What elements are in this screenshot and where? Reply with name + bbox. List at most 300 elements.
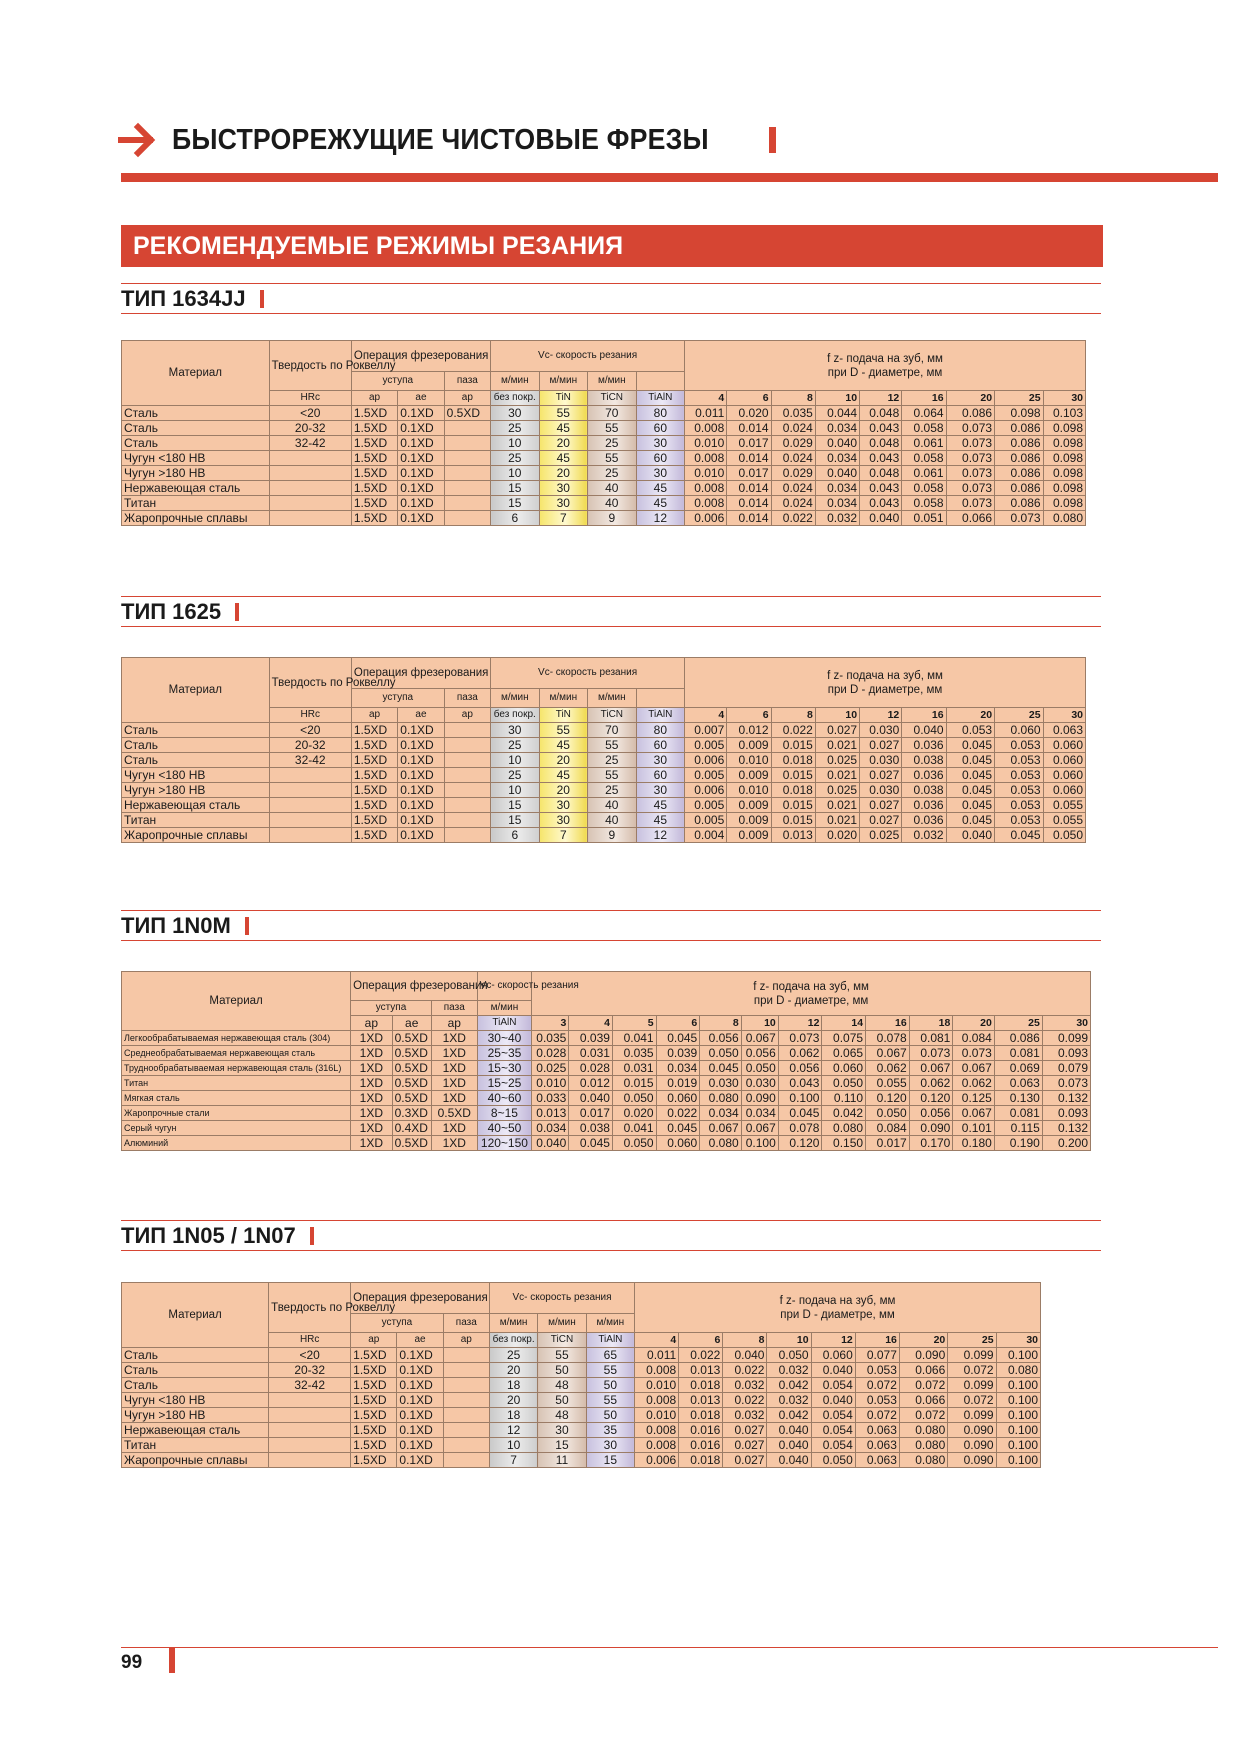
hrc-header: HRc [269, 1333, 351, 1348]
unit-header [636, 372, 685, 391]
feed-cell: 0.053 [946, 723, 995, 738]
diameter-header: 4 [569, 1016, 613, 1031]
feed-cell: 0.053 [995, 768, 1044, 783]
feed-cell: 0.062 [909, 1076, 953, 1091]
speed-cell: 50 [586, 1378, 634, 1393]
ap-cell: 1.5XD [351, 1453, 397, 1468]
ap-cell: 1.5XD [351, 723, 397, 738]
speed-cell: 20 [489, 1393, 537, 1408]
diameter-header: 10 [767, 1333, 811, 1348]
feed-cell: 0.008 [635, 1363, 679, 1378]
feed-cell: 0.008 [685, 421, 727, 436]
table-row [122, 1076, 1091, 1091]
ap-cell: 1XD [351, 1121, 392, 1136]
ap-cell: 1.5XD [351, 406, 397, 421]
material-cell: Жаропрочные сплавы [122, 511, 270, 526]
feed-cell: 0.036 [902, 798, 946, 813]
feed-cell: 0.073 [953, 1046, 994, 1061]
feed-cell: 0.012 [727, 723, 771, 738]
slot-cell [444, 828, 490, 843]
feed-cell: 0.021 [815, 738, 859, 753]
ap-cell: 1.5XD [351, 511, 397, 526]
feed-cell: 0.018 [771, 783, 815, 798]
speed-cell: 6 [491, 511, 540, 526]
shoulder-header: уступа [351, 1001, 432, 1016]
speed-cell: 25 [588, 783, 637, 798]
feed-cell: 0.063 [855, 1438, 899, 1453]
feed-cell: 0.150 [822, 1136, 866, 1151]
feed-cell: 0.098 [1043, 436, 1085, 451]
table-row [122, 436, 1086, 451]
ae-header: ae [392, 1016, 431, 1031]
diameter-header: 20 [953, 1016, 994, 1031]
coating-tin-header: TiN [539, 391, 588, 406]
section-heading-1625 [121, 596, 1101, 627]
unit-header: м/мин [477, 1001, 532, 1016]
feed-cell: 0.013 [532, 1106, 569, 1121]
feed-cell: 0.086 [995, 481, 1044, 496]
diameter-header: 8 [771, 708, 815, 723]
coating-tialn-header: TiAlN [636, 391, 685, 406]
feed-cell: 0.034 [700, 1106, 741, 1121]
hardness-cell [269, 481, 351, 496]
hrc-header: HRc [269, 391, 351, 406]
ap-cell: 1.5XD [351, 451, 397, 466]
diameter-header: 30 [996, 1333, 1040, 1348]
table-row [122, 768, 1086, 783]
header-row [122, 1283, 1041, 1314]
feed-cell: 0.042 [767, 1378, 811, 1393]
table-row [122, 1136, 1091, 1151]
ae-cell: 0.1XD [398, 738, 444, 753]
feed-cell: 0.020 [727, 406, 771, 421]
feed-cell: 0.008 [635, 1438, 679, 1453]
speed-cell: 9 [588, 511, 637, 526]
feed-cell: 0.050 [700, 1046, 741, 1061]
diameter-header: 6 [656, 1016, 700, 1031]
feed-header-line1: f z- подача на зуб, мм [827, 669, 943, 682]
feed-cell: 0.065 [822, 1046, 866, 1061]
table-row [122, 1121, 1091, 1136]
feed-cell: 0.027 [815, 723, 859, 738]
slot-cell [444, 481, 490, 496]
ae-cell: 0.1XD [397, 1363, 443, 1378]
speed-cell: 10 [491, 436, 540, 451]
ap-cell: 1.5XD [351, 1348, 397, 1363]
feed-cell: 0.132 [1042, 1091, 1090, 1106]
material-cell: Нержавеющая сталь [122, 1423, 269, 1438]
feed-cell: 0.048 [860, 406, 902, 421]
feed-cell: 0.073 [778, 1031, 822, 1046]
feed-cell: 0.093 [1042, 1046, 1090, 1061]
coating-tialn-header: TiAlN [477, 1016, 532, 1031]
feed-cell: 0.067 [909, 1061, 953, 1076]
feed-cell: 0.066 [899, 1393, 947, 1408]
ap-cell: 1XD [351, 1031, 392, 1046]
feed-cell: 0.027 [723, 1453, 767, 1468]
table-row [122, 783, 1086, 798]
slot-cell [444, 723, 490, 738]
feed-cell: 0.021 [815, 813, 859, 828]
ap-cell: 1.5XD [351, 1393, 397, 1408]
speed-cell: 25 [588, 436, 637, 451]
material-cell: Мягкая сталь [122, 1091, 351, 1106]
slot-cell: 1XD [431, 1031, 477, 1046]
unit-header: м/мин [539, 689, 588, 708]
feed-cell: 0.038 [902, 753, 946, 768]
feed-cell: 0.132 [1042, 1121, 1090, 1136]
speed-cell: 45 [539, 768, 588, 783]
feed-cell: 0.054 [811, 1438, 855, 1453]
feed-cell: 0.056 [909, 1106, 953, 1121]
diameter-header: 30 [1043, 391, 1085, 406]
material-cell: Легкообрабатываемая нержавеющая сталь (304) [122, 1031, 351, 1046]
hrc-header: HRc [269, 708, 351, 723]
feed-cell: 0.010 [685, 436, 727, 451]
feed-cell: 0.060 [995, 723, 1044, 738]
feed-cell: 0.099 [948, 1378, 996, 1393]
ae-cell: 0.1XD [397, 1393, 443, 1408]
feed-cell: 0.040 [860, 511, 902, 526]
speed-cell: 60 [636, 738, 685, 753]
feed-cell: 0.041 [612, 1121, 656, 1136]
speed-cell: 15~30 [477, 1061, 532, 1076]
hardness-cell: 20-32 [269, 421, 351, 436]
ae-cell: 0.5XD [392, 1091, 431, 1106]
feed-cell: 0.040 [532, 1136, 569, 1151]
slot-cell [444, 511, 490, 526]
hardness-cell: <20 [269, 723, 351, 738]
feed-cell: 0.061 [902, 466, 946, 481]
feed-cell: 0.050 [612, 1136, 656, 1151]
feed-cell: 0.025 [860, 828, 902, 843]
feed-cell: 0.098 [1043, 496, 1085, 511]
feed-cell: 0.031 [612, 1061, 656, 1076]
diameter-header: 25 [995, 391, 1044, 406]
unit-header: м/мин [491, 689, 540, 708]
feed-cell: 0.030 [741, 1076, 778, 1091]
feed-cell: 0.115 [994, 1121, 1042, 1136]
slot-cell [443, 1378, 489, 1393]
ae-cell: 0.5XD [392, 1076, 431, 1091]
feed-cell: 0.032 [767, 1393, 811, 1408]
speed-cell: 70 [588, 406, 637, 421]
feed-cell: 0.014 [727, 451, 771, 466]
feed-cell: 0.018 [679, 1408, 723, 1423]
feed-cell: 0.073 [995, 511, 1044, 526]
page-number-accent [169, 1648, 175, 1673]
feed-cell: 0.027 [860, 798, 902, 813]
feed-cell: 0.090 [741, 1091, 778, 1106]
feed-cell: 0.084 [953, 1031, 994, 1046]
feed-cell: 0.016 [679, 1438, 723, 1453]
feed-cell: 0.010 [635, 1408, 679, 1423]
slot-header: паза [443, 1314, 489, 1333]
feed-cell: 0.063 [994, 1076, 1042, 1091]
material-header: Материал [122, 341, 270, 406]
feed-cell: 0.080 [822, 1121, 866, 1136]
table-row [122, 481, 1086, 496]
feed-cell: 0.005 [685, 813, 727, 828]
section-heading-1n0m [121, 910, 1101, 941]
feed-cell: 0.005 [685, 798, 727, 813]
speed-cell: 8~15 [477, 1106, 532, 1121]
ae-cell: 0.1XD [398, 466, 444, 481]
feed-cell: 0.022 [656, 1106, 700, 1121]
ae-cell: 0.1XD [398, 496, 444, 511]
ae-cell: 0.5XD [392, 1061, 431, 1076]
diameter-header: 20 [899, 1333, 947, 1348]
ae-cell: 0.1XD [397, 1408, 443, 1423]
speed-cell: 60 [636, 421, 685, 436]
diameter-header: 10 [815, 708, 859, 723]
material-cell: Жаропрочные стали [122, 1106, 351, 1121]
feed-cell: 0.080 [700, 1136, 741, 1151]
speed-cell: 60 [636, 451, 685, 466]
hardness-cell: <20 [269, 406, 351, 421]
feed-cell: 0.045 [656, 1121, 700, 1136]
speed-cell: 55 [539, 723, 588, 738]
feed-header-line2: при D - диаметре, мм [827, 683, 943, 696]
feed-cell: 0.072 [948, 1363, 996, 1378]
slot-cell [444, 753, 490, 768]
slot-cell [443, 1453, 489, 1468]
feed-cell: 0.004 [685, 828, 727, 843]
section-title: ТИП 1N05 / 1N07 [121, 1223, 296, 1248]
feed-cell: 0.086 [995, 496, 1044, 511]
table-row [122, 723, 1086, 738]
feed-cell: 0.067 [953, 1106, 994, 1121]
feed-cell: 0.067 [953, 1061, 994, 1076]
feed-cell: 0.010 [685, 466, 727, 481]
feed-cell: 0.034 [815, 496, 859, 511]
feed-cell: 0.034 [532, 1121, 569, 1136]
speed-cell: 25 [491, 421, 540, 436]
feed-cell: 0.060 [822, 1061, 866, 1076]
cutting-table-1634jj [121, 340, 1086, 526]
feed-cell: 0.022 [771, 511, 815, 526]
feed-cell: 0.060 [1043, 768, 1085, 783]
table-row [122, 406, 1086, 421]
feed-cell: 0.014 [727, 496, 771, 511]
feed-cell: 0.090 [909, 1121, 953, 1136]
ae-cell: 0.3XD [392, 1106, 431, 1121]
speed-header: Vc- скорость резания [491, 658, 685, 689]
material-cell: Сталь [122, 406, 270, 421]
ap-header: ap [351, 1016, 392, 1031]
speed-cell: 35 [586, 1423, 634, 1438]
feed-cell: 0.043 [860, 421, 902, 436]
feed-cell: 0.010 [532, 1076, 569, 1091]
ap-cell: 1XD [351, 1076, 392, 1091]
speed-cell: 18 [489, 1408, 537, 1423]
feed-cell: 0.022 [679, 1348, 723, 1363]
feed-cell: 0.055 [1043, 813, 1085, 828]
ap-cell: 1.5XD [351, 813, 397, 828]
feed-cell: 0.021 [815, 768, 859, 783]
material-cell: Чугун <180 HB [122, 768, 270, 783]
unit-header: м/мин [586, 1314, 634, 1333]
diameter-header: 3 [532, 1016, 569, 1031]
diameter-header: 5 [612, 1016, 656, 1031]
ae-cell: 0.1XD [397, 1378, 443, 1393]
ap-cell: 1XD [351, 1136, 392, 1151]
speed-cell: 80 [636, 406, 685, 421]
section-banner: РЕКОМЕНДУЕМЫЕ РЕЖИМЫ РЕЗАНИЯ [121, 225, 1103, 267]
slot-cell: 0.5XD [444, 406, 490, 421]
feed-cell: 0.058 [902, 481, 946, 496]
ap-header: ap [351, 708, 397, 723]
material-cell: Чугун >180 HB [122, 1408, 269, 1423]
feed-cell: 0.051 [902, 511, 946, 526]
feed-cell: 0.005 [685, 738, 727, 753]
diameter-header: 16 [866, 1016, 910, 1031]
coating-ticn-header: TiCN [538, 1333, 586, 1348]
speed-cell: 30 [636, 753, 685, 768]
slot-cell: 1XD [431, 1061, 477, 1076]
feed-cell: 0.086 [995, 451, 1044, 466]
feed-cell: 0.027 [723, 1438, 767, 1453]
feed-cell: 0.078 [866, 1031, 910, 1046]
feed-cell: 0.014 [727, 421, 771, 436]
speed-cell: 45 [636, 813, 685, 828]
feed-cell: 0.180 [953, 1136, 994, 1151]
feed-cell: 0.008 [685, 496, 727, 511]
material-cell: Трудноoбрабатываемая нержавеющая сталь (316L) [122, 1061, 351, 1076]
shoulder-header: уступа [351, 1314, 444, 1333]
table-row [122, 1378, 1041, 1393]
feed-cell: 0.045 [995, 828, 1044, 843]
operation-header: Операция фрезерования [351, 972, 478, 1001]
speed-cell: 55 [538, 1348, 586, 1363]
feed-cell: 0.084 [866, 1121, 910, 1136]
header-row [122, 972, 1091, 1001]
feed-cell: 0.027 [860, 768, 902, 783]
ae-cell: 0.1XD [398, 436, 444, 451]
speed-header: Vc- скорость резания [491, 341, 685, 372]
feed-cell: 0.042 [822, 1106, 866, 1121]
feed-header-line: f z- подача на зуб, мм [753, 980, 869, 993]
ap-cell: 1.5XD [351, 753, 397, 768]
feed-cell: 0.072 [899, 1408, 947, 1423]
speed-cell: 55 [588, 768, 637, 783]
slot-header: паза [431, 1001, 477, 1016]
coating-bez-header: без покр. [491, 391, 540, 406]
feed-cell: 0.019 [656, 1076, 700, 1091]
feed-cell: 0.045 [946, 798, 995, 813]
feed-cell: 0.120 [866, 1091, 910, 1106]
feed-cell: 0.033 [532, 1091, 569, 1106]
ap-cell: 1XD [351, 1091, 392, 1106]
footer-rule [121, 1647, 1218, 1648]
feed-header-line: при D - диаметре, мм [753, 994, 869, 1007]
diameter-header: 4 [685, 391, 727, 406]
feed-cell: 0.054 [811, 1378, 855, 1393]
ae-header: ae [397, 1333, 443, 1348]
ap-slot-header: ap [443, 1333, 489, 1348]
feed-cell: 0.073 [946, 481, 995, 496]
speed-cell: 15 [491, 496, 540, 511]
feed-cell: 0.054 [811, 1423, 855, 1438]
feed-cell: 0.035 [612, 1046, 656, 1061]
hardness-cell [269, 496, 351, 511]
slot-cell [443, 1408, 489, 1423]
ap-cell: 1.5XD [351, 1438, 397, 1453]
feed-cell: 0.081 [994, 1046, 1042, 1061]
hardness-cell [269, 511, 351, 526]
feed-cell: 0.040 [815, 436, 859, 451]
diameter-header: 12 [778, 1016, 822, 1031]
feed-cell: 0.005 [685, 768, 727, 783]
feed-cell: 0.040 [767, 1423, 811, 1438]
feed-cell: 0.063 [1043, 723, 1085, 738]
feed-cell: 0.045 [946, 813, 995, 828]
hardness-cell [269, 813, 351, 828]
feed-cell: 0.048 [860, 436, 902, 451]
feed-cell: 0.054 [811, 1408, 855, 1423]
ae-cell: 0.1XD [398, 753, 444, 768]
diameter-header: 25 [948, 1333, 996, 1348]
table-row [122, 798, 1086, 813]
feed-cell: 0.006 [685, 511, 727, 526]
table-row [122, 1348, 1041, 1363]
table-row [122, 753, 1086, 768]
ap-cell: 1.5XD [351, 798, 397, 813]
material-header: Материал [122, 1283, 269, 1348]
speed-cell: 25 [491, 768, 540, 783]
diameter-header: 20 [946, 391, 995, 406]
feed-cell: 0.042 [767, 1408, 811, 1423]
page-number: 99 [121, 1652, 143, 1673]
speed-cell: 10 [491, 783, 540, 798]
feed-cell: 0.053 [995, 813, 1044, 828]
diameter-header: 10 [815, 391, 859, 406]
coating-ticn-header: TiCN [588, 708, 637, 723]
feed-cell: 0.050 [767, 1348, 811, 1363]
feed-cell: 0.077 [855, 1348, 899, 1363]
feed-cell: 0.010 [727, 753, 771, 768]
unit-header: м/мин [588, 689, 637, 708]
feed-cell: 0.020 [612, 1106, 656, 1121]
feed-cell: 0.086 [995, 436, 1044, 451]
feed-cell: 0.050 [822, 1076, 866, 1091]
speed-cell: 50 [538, 1363, 586, 1378]
speed-cell: 18 [489, 1378, 537, 1393]
feed-cell: 0.053 [995, 738, 1044, 753]
feed-cell: 0.053 [995, 798, 1044, 813]
title-accent-bar [769, 127, 776, 153]
speed-cell: 11 [538, 1453, 586, 1468]
material-cell: Сталь [122, 738, 270, 753]
slot-cell [443, 1423, 489, 1438]
feed-cell: 0.044 [815, 406, 859, 421]
feed-cell: 0.053 [995, 753, 1044, 768]
feed-cell: 0.066 [899, 1363, 947, 1378]
speed-cell: 12 [636, 511, 685, 526]
speed-cell: 30 [636, 466, 685, 481]
speed-cell: 30 [636, 436, 685, 451]
feed-cell: 0.034 [741, 1106, 778, 1121]
feed-cell: 0.050 [1043, 828, 1085, 843]
feed-cell: 0.010 [727, 783, 771, 798]
speed-cell: 40 [588, 813, 637, 828]
diameter-header: 4 [685, 708, 727, 723]
speed-cell: 40 [588, 496, 637, 511]
speed-cell: 30 [539, 481, 588, 496]
speed-cell: 40~60 [477, 1091, 532, 1106]
feed-cell: 0.013 [679, 1393, 723, 1408]
feed-cell: 0.045 [778, 1106, 822, 1121]
